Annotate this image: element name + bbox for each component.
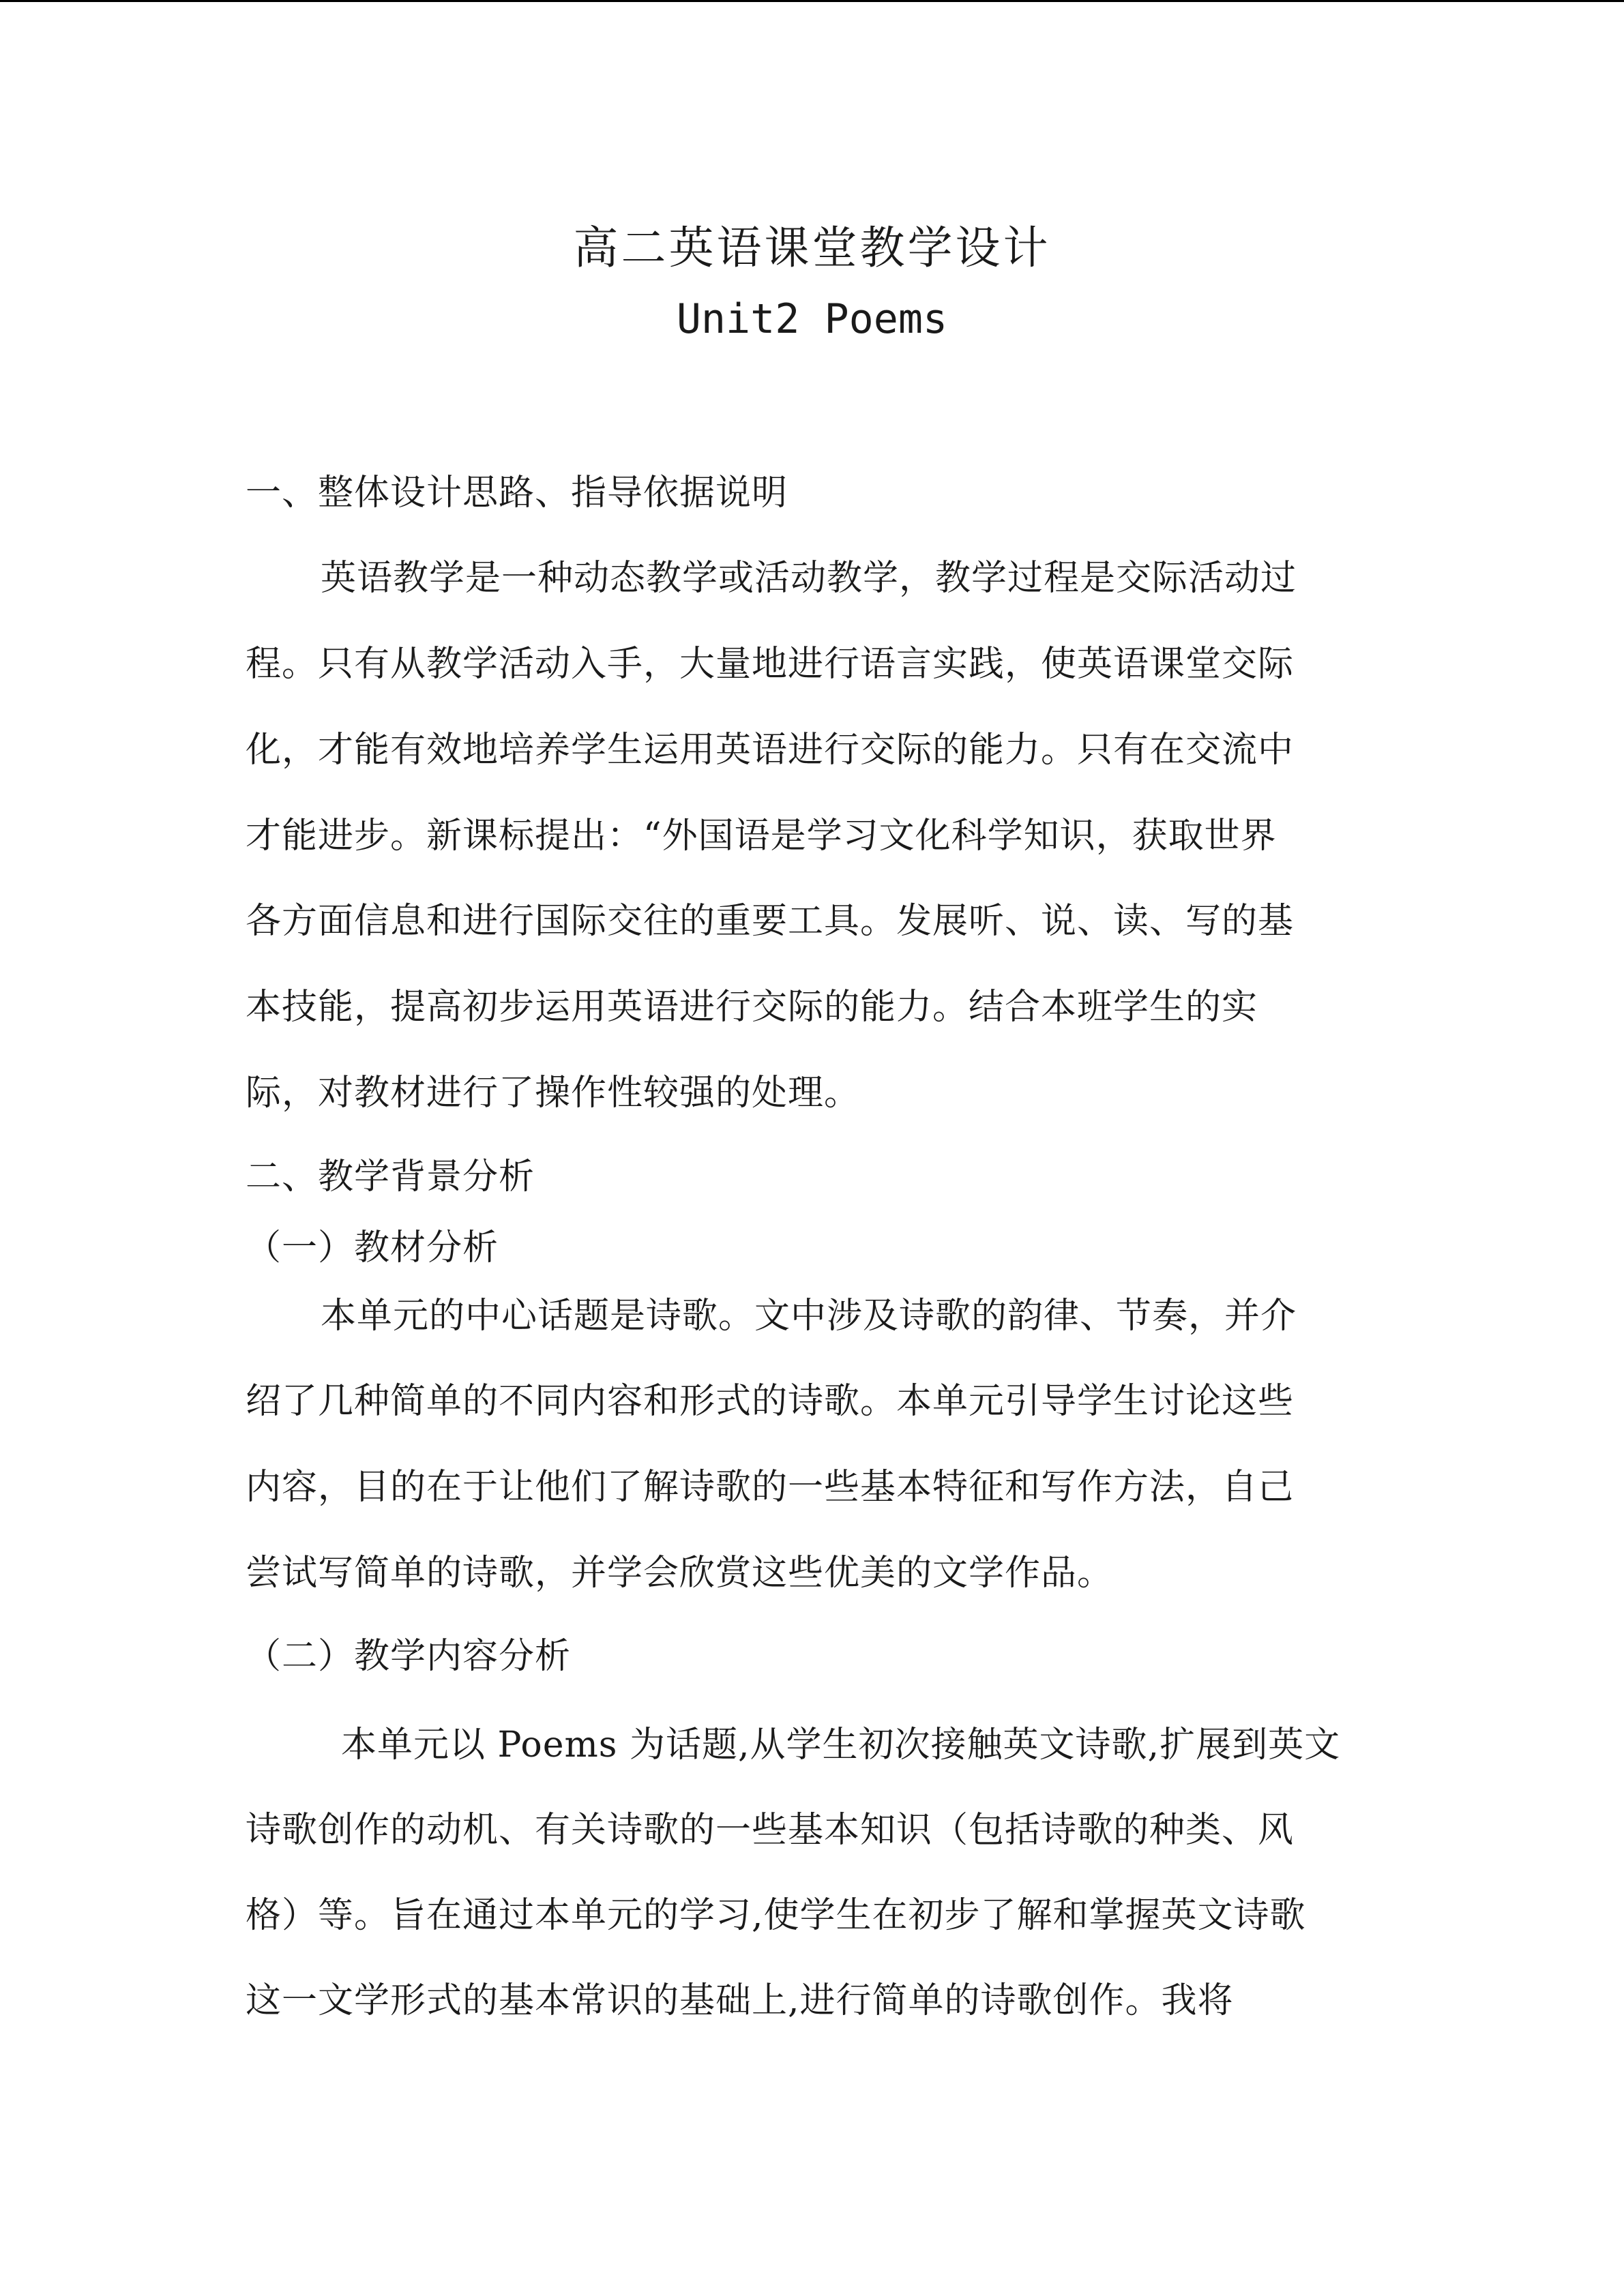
section1-line: 际，对教材进行了操作性较强的处理。 <box>246 1073 861 1114</box>
section1-line: 各方面信息和进行国际交往的重要工具。发展听、说、读、写的基 <box>246 901 1295 942</box>
section1-line: 本技能，提高初步运用英语进行交际的能力。结合本班学生的实 <box>246 987 1258 1028</box>
page-subtitle: Unit2 Poems <box>676 295 948 343</box>
section2-sub2-line: 这一文学形式的基本常识的基础上,进行简单的诗歌创作。我将 <box>246 1980 1234 2021</box>
section2-sub2-line: 本单元以 Poems 为话题,从学生初次接触英文诗歌,扩展到英文 <box>341 1725 1341 1765</box>
page-top-border <box>0 0 1624 2</box>
section1-line: 英语教学是一种动态教学或活动教学，教学过程是交际活动过 <box>321 558 1297 599</box>
section1-heading: 一、整体设计思路、指导依据说明 <box>246 473 788 513</box>
section2-sub1-line: 尝试写简单的诗歌，并学会欣赏这些优美的文学作品。 <box>246 1553 1114 1594</box>
section2-sub1-line: 绍了几种简单的不同内容和形式的诗歌。本单元引导学生讨论这些 <box>246 1381 1295 1422</box>
section2-heading: 二、教学背景分析 <box>246 1157 535 1197</box>
section1-line: 化，才能有效地培养学生运用英语进行交际的能力。只有在交流中 <box>246 730 1295 771</box>
section2-sub2-line: 诗歌创作的动机、有关诗歌的一些基本知识（包括诗歌的种类、风 <box>246 1810 1295 1851</box>
section2-sub2-heading: （二）教学内容分析 <box>246 1636 572 1677</box>
section2-sub2-line: 格）等。旨在通过本单元的学习,使学生在初步了解和掌握英文诗歌 <box>246 1895 1306 1936</box>
page-title: 高二英语课堂教学设计 <box>573 222 1051 274</box>
section1-line: 程。只有从教学活动入手，大量地进行语言实践，使英语课堂交际 <box>246 644 1295 685</box>
section1-line: 才能进步。新课标提出：“外国语是学习文化科学知识，获取世界 <box>246 816 1277 856</box>
section2-sub1-line: 内容，目的在于让他们了解诗歌的一些基本特征和写作方法，自己 <box>246 1467 1295 1508</box>
section2-sub1-heading: （一）教材分析 <box>246 1227 499 1268</box>
section2-sub1-line: 本单元的中心话题是诗歌。文中涉及诗歌的韵律、节奏，并介 <box>321 1296 1297 1337</box>
